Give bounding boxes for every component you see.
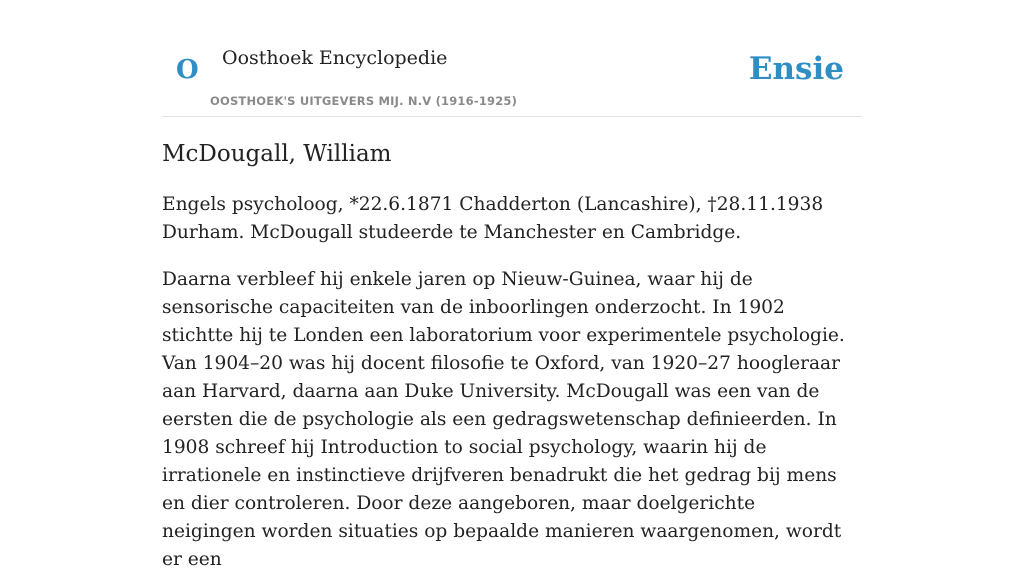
- article-paragraph: Daarna verbleef hij enkele jaren op Nieuw-Guinea, waar hij de sensorische capaciteiten van de inboorlingen onderzocht. In 1902 stichtte hij te Londen een laboratorium voor experimentele psychologie. Van 1904–20 was hij docent filosofie te Oxford, van 1920–27 hoogleraar aan Harvard, daarna aan Duke University. McDougall was een van de eersten die de psychologie als een gedragswetenschap definieerden. In 1908 schreef hij Introduction to social psychology, waarin hij de irrationele en instinctieve drijfveren benadrukt die het gedrag bij mens en dier controleren. Door deze aangeboren, maar doelgerichte neigingen worden situaties op bepaalde manieren waargenomen, wordt er een: [162, 269, 845, 570]
- ensie-logo-link[interactable]: Ensie: [748, 51, 844, 87]
- article-paragraph: Engels psycholoog, *22.6.1871 Chadderton (Lancashire), †28.11.1938 Durham. McDougall studeerde te Manchester en Cambridge.: [162, 194, 824, 243]
- article-title: McDougall, William: [162, 141, 392, 167]
- source-publisher: OOSTHOEK'S UITGEVERS MIJ. N.V (1916-1925): [210, 94, 518, 108]
- article: [162, 136, 852, 574]
- source-title-link[interactable]: Oosthoek Encyclopedie: [222, 47, 448, 69]
- source-header: [162, 0, 862, 117]
- source-logo-icon[interactable]: O: [176, 55, 199, 85]
